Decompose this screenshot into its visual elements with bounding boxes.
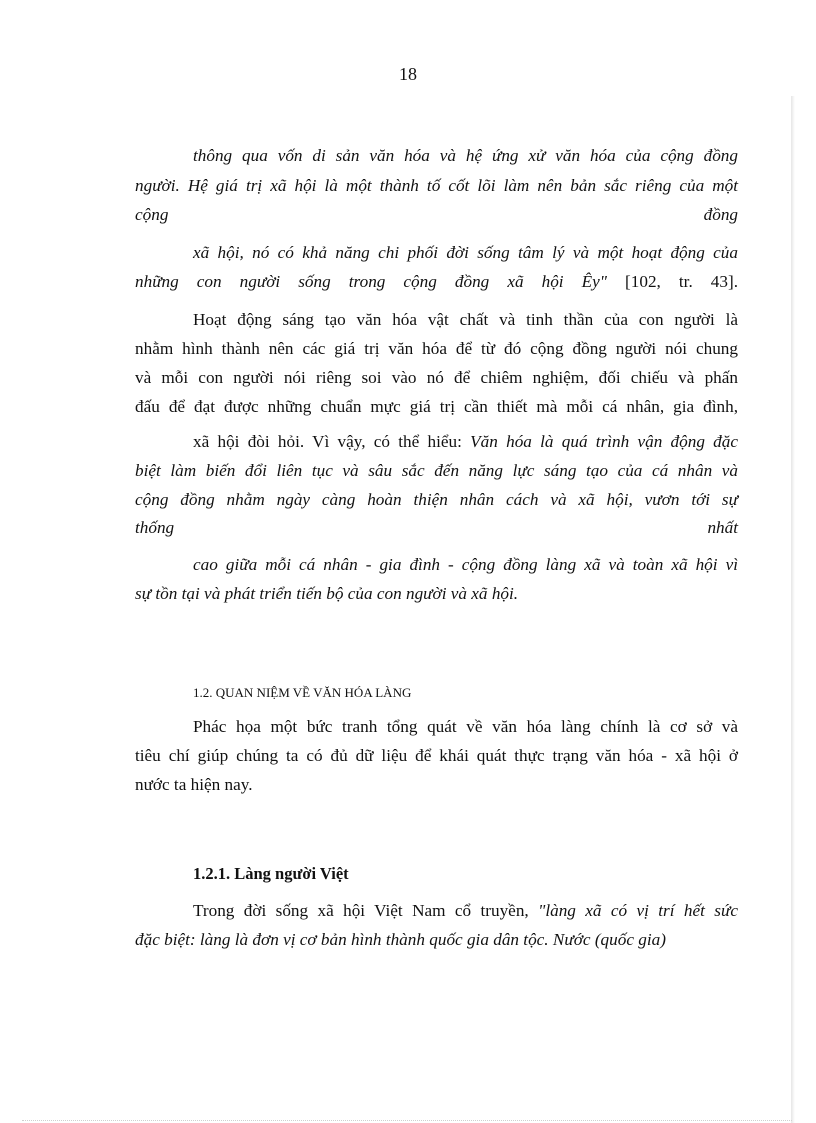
body-text: Trong đời sống xã hội Việt Nam cổ truyền, [193,901,539,920]
definition-line: biệt làm biến đổi liên tục và sâu sắc đến năng lực sáng tạo của cá nhân và [135,461,738,480]
quote-line [135,271,738,293]
quote-line: xã hội, nó có khả năng chi phối đời sống tâm lý và một hoạt động của [193,243,738,262]
definition-line: cao giữa mỗi cá nhân - gia đình - cộng đồng làng xã và toàn xã hội vì [193,555,738,574]
body-line: nước ta hiện nay. [135,775,253,794]
quote-line: đặc biệt: làng là đơn vị cơ bản hình thành quốc gia dân tộc. Nước (quốc gia) [135,930,666,949]
quote-line [135,204,738,226]
body-line: Phác họa một bức tranh tổng quát về văn hóa làng chính là cơ sở và [193,717,738,736]
body-text: xã hội đòi hỏi. Vì vậy, có thể hiểu: [193,432,471,451]
page-number: 18 [399,64,417,84]
body-line: tiêu chí giúp chúng ta có đủ dữ liệu để khái quát thực trạng văn hóa - xã hội ở [135,746,738,765]
citation: [102, tr. 43]. [606,272,739,291]
page-edge-shadow [791,96,795,1123]
definition-word: thống [135,518,175,537]
body-line: đấu để đạt được những chuẩn mực giá trị cần thiết mà mỗi cá nhân, gia đình, [135,397,738,416]
definition-line: cộng đồng nhằm ngày càng hoàn thiện nhân cách và xã hội, vươn tới sự [135,490,738,509]
definition-line: sự tồn tại và phát triển tiến bộ của con người và xã hội. [135,584,519,603]
quote-line: thông qua vốn di sản văn hóa và hệ ứng xử văn hóa của cộng đồng [193,146,738,165]
quote-word: đồng [703,205,738,224]
body-line [193,900,738,922]
quote-text: "làng xã có vị trí hết sức [538,901,738,920]
quote-word: cộng [135,205,169,224]
definition-word: nhất [707,518,738,537]
section-heading: 1.2. QUAN NIỆM VỀ VĂN HÓA LÀNG [193,685,412,700]
quote-text: những con người sống trong cộng đồng xã hội Êy" [135,272,607,291]
body-line: nhằm hình thành nên các giá trị văn hóa để từ đó cộng đồng người nói chung [135,339,738,358]
body-line: và mỗi con người nói riêng soi vào nó để chiêm nghiệm, đối chiếu và phấn [135,368,738,387]
body-line [193,431,738,453]
definition-line [135,517,738,539]
body-line: Hoạt động sáng tạo văn hóa vật chất và tinh thần của con người là [193,310,738,329]
quote-line: người. Hệ giá trị xã hội là một thành tố cốt lõi làm nên bản sắc riêng của một [135,176,738,195]
page-bottom-rule [22,1120,792,1121]
subsection-heading: 1.2.1. Làng người Việt [193,864,349,883]
definition-text: Văn hóa là quá trình vận động đặc [470,432,738,451]
